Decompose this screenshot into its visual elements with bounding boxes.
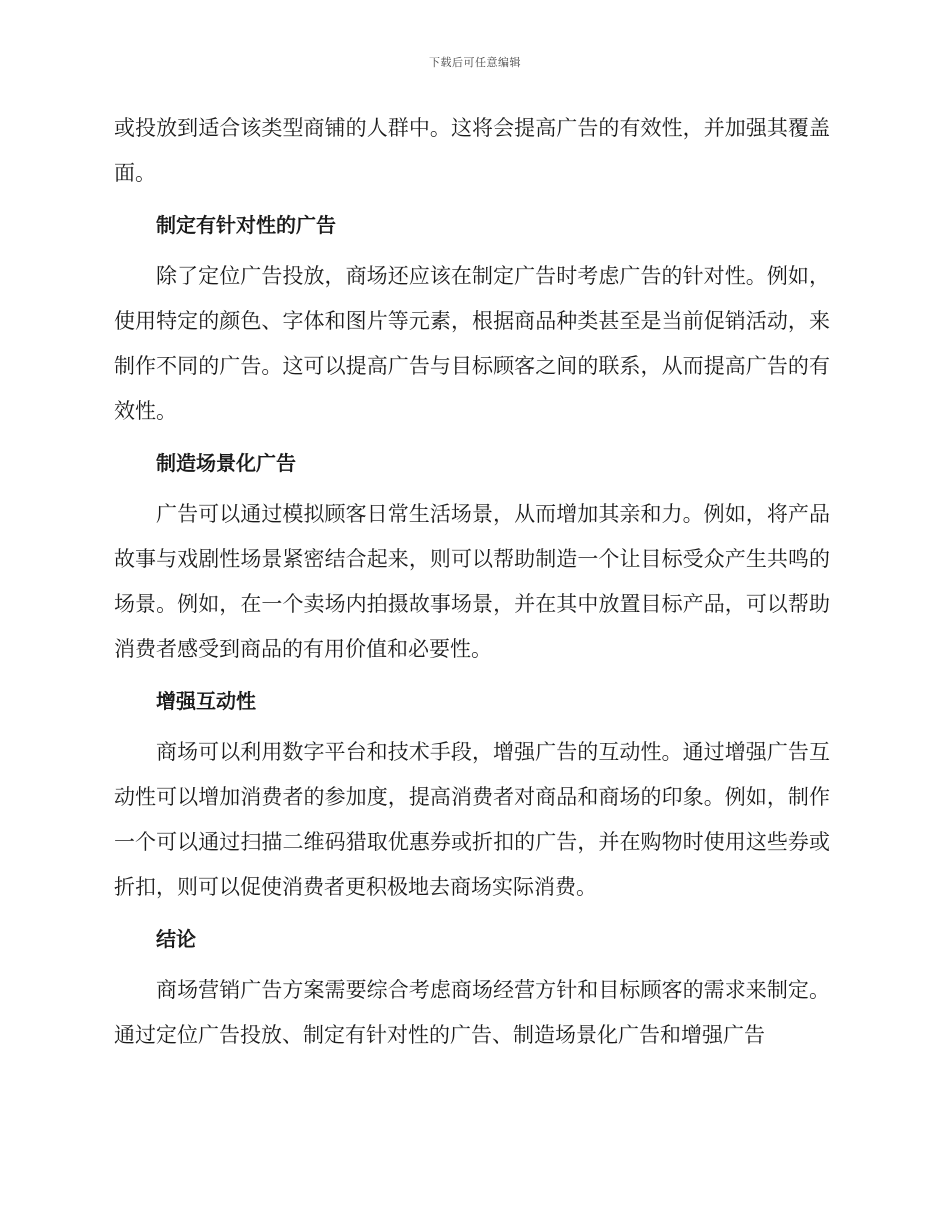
section-heading-conclusion: 结论	[156, 927, 196, 951]
section-heading-interactivity: 增强互动性	[156, 689, 256, 713]
section-heading-scenario-ads: 制造场景化广告	[156, 451, 296, 475]
page-header: 下载后可任意编辑	[429, 56, 521, 69]
paragraph-conclusion: 商场营销广告方案需要综合考虑商场经营方针和目标顾客的需求来制定。通过定位广告投放、制定有针对性的广告、制造场景化广告和增强广告	[114, 978, 830, 1047]
section-heading-targeted-ads: 制定有针对性的广告	[156, 213, 336, 237]
paragraph-scenario-ads: 广告可以通过模拟顾客日常生活场景，从而增加其亲和力。例如，将产品故事与戏剧性场景紧密结合起来，则可以帮助制造一个让目标受众产生共鸣的场景。例如，在一个卖场内拍摄故事场景，并在其中放置目标产品，可以帮助消费者感受到商品的有用价值和必要性。	[114, 502, 830, 661]
paragraph-interactivity: 商场可以利用数字平台和技术手段，增强广告的互动性。通过增强广告互动性可以增加消费者的参加度，提高消费者对商品和商场的印象。例如，制作一个可以通过扫描二维码猎取优惠券或折扣的广告，并在购物时使用这些券或折扣，则可以促使消费者更积极地去商场实际消费。	[114, 740, 830, 899]
paragraph-continuation: 或投放到适合该类型商铺的人群中。这将会提高广告的有效性，并加强其覆盖面。	[114, 116, 830, 185]
paragraph-targeted-ads: 除了定位广告投放，商场还应该在制定广告时考虑广告的针对性。例如，使用特定的颜色、字体和图片等元素，根据商品种类甚至是当前促销活动，来制作不同的广告。这可以提高广告与目标顾客之间的联系，从而提高广告的有效性。	[114, 264, 830, 423]
document-body	[114, 106, 830, 1058]
